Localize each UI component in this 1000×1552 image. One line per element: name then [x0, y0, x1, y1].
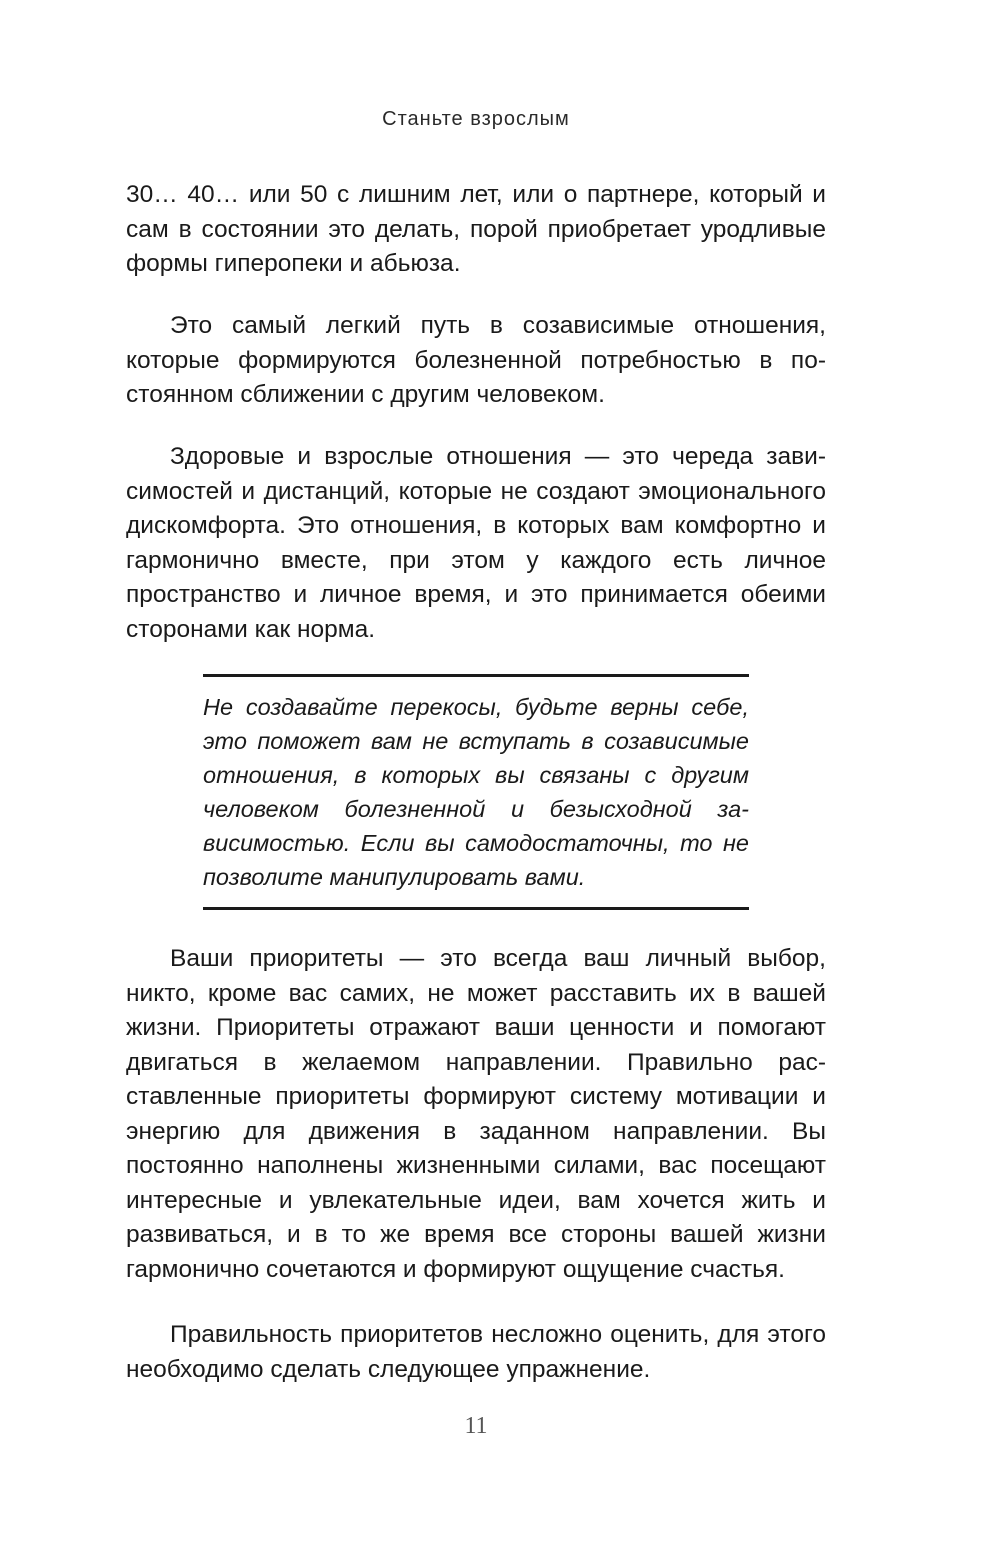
- paragraph-continuation: [126, 178, 826, 282]
- paragraph-codependency: [126, 309, 826, 413]
- callout-text: Не создавайте перекосы, будьте верны себе, это поможет вам не вступать в созависимые отношения, в которых вы связаны с другим человеком болезненной и безысходной зависимостью. Если вы самодостаточны, то не позволите манипулировать вами.: [203, 694, 749, 890]
- page-number: 11: [464, 1413, 488, 1439]
- paragraph-text: Правильность приоритетов несложно оценить, для этого необходимо сделать следующее упражнение.: [126, 1321, 826, 1383]
- paragraph-text: 30… 40… или 50 с лишним лет, или о партнере, который и сам в состоянии это делать, порой приобретает уродливые формы гиперопеки и абьюза.: [126, 181, 826, 277]
- paragraph-priorities: [126, 942, 826, 1287]
- paragraph-text: Ваши приоритеты — это всегда ваш личный выбор, никто, кроме вас самих, не может расставить их в вашей жизни. Приоритеты отражают ваши ценности и помогают двигаться в желаемом направлении. Правильно расставленные приоритеты формируют систему мотивации и энергию для движения в заданном направлении. Вы постоянно наполнены жизненными силами, вас посещают интересные и увлекательные идеи, вам хочется жить и развиваться, и в то же время все стороны вашей жизни гармонично сочетаются и формируют ощущение счастья.: [126, 945, 826, 1283]
- paragraph-text: Это самый легкий путь в созависимые отношения, которые формируются болезненной потребностью в постоянном сближении с другим человеком.: [126, 312, 826, 408]
- callout-quote-box: [203, 674, 749, 910]
- paragraph-exercise-intro: [126, 1318, 826, 1387]
- paragraph-text: Здоровые и взрослые отношения — это череда зависимостей и дистанций, которые не создают эмоционального дискомфорта. Это отношения, в которых вам комфортно и гармонично вместе, при этом у каждого есть личное пространство и личное время, и это принимается обеими сторонами как норма.: [126, 443, 826, 643]
- paragraph-healthy-relationships: [126, 440, 826, 647]
- running-header: Станьте взрослым: [382, 108, 570, 130]
